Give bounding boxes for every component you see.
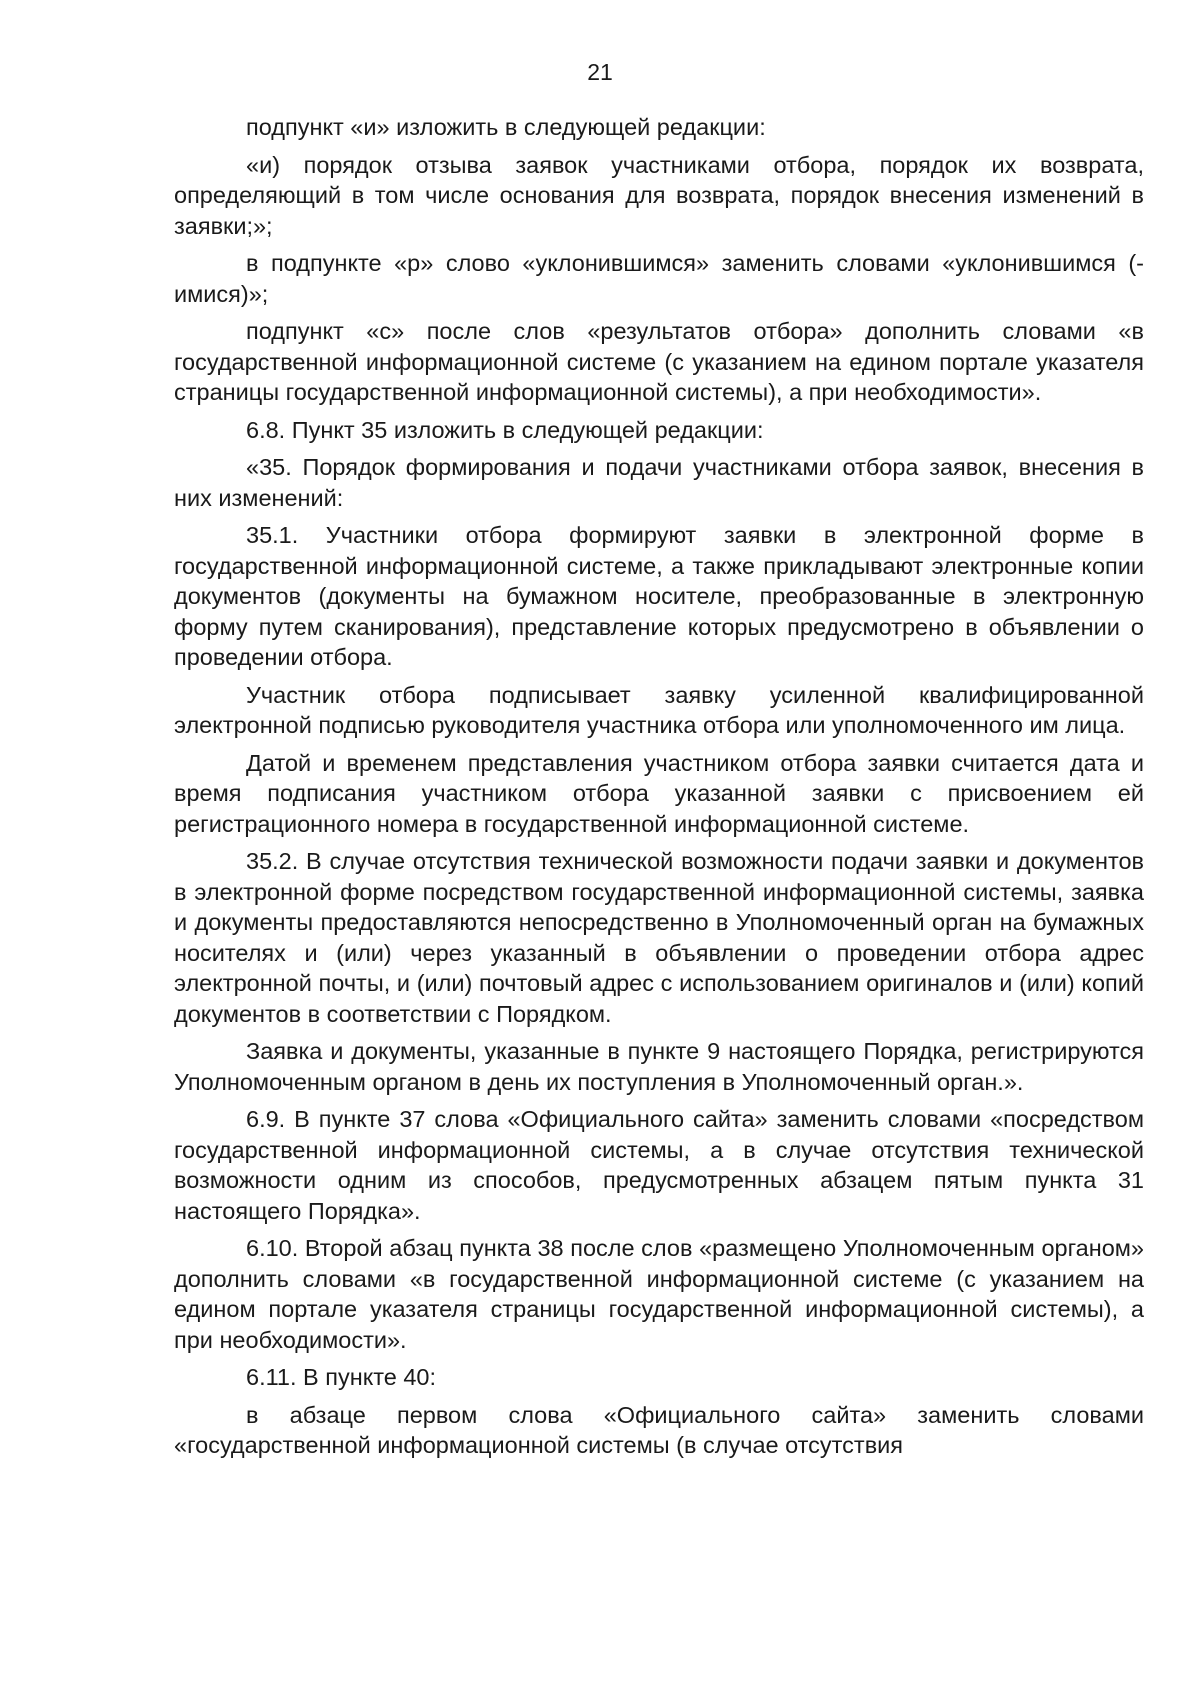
paragraph-4: подпункт «с» после слов «результатов отбора» дополнить словами «в государственной информационной системе (с указанием на едином портале указателя страницы государственной информационной системы), а при необходимости». — [174, 318, 1144, 405]
paragraph-5: 6.8. Пункт 35 изложить в следующей редакции: — [246, 416, 764, 443]
paragraph-14: 6.11. В пункте 40: — [246, 1364, 437, 1390]
paragraph-7: 35.1. Участники отбора формируют заявки в электронной форме в государственной информационной системе, а также прикладывают электронные копии документов (документы на бумажном носителе, преобразованные в электронную форму путем сканирования), представление которых предусмотрено в объявлении о проведении отбора. — [174, 522, 1144, 670]
paragraph-13: 6.10. Второй абзац пункта 38 после слов «размещено Уполномоченным органом» дополнить словами «в государственной информационной системе (с указанием на едином портале указателя страницы государственной информационной системы), а при необходимости». — [174, 1235, 1144, 1353]
paragraph-1: подпункт «и» изложить в следующей редакции: — [246, 114, 766, 140]
paragraph-3: в подпункте «р» слово «уклонившимся» заменить словами «уклонившимся (- имися)»; — [174, 250, 1144, 307]
paragraph-6: «35. Порядок формирования и подачи участниками отбора заявок, внесения в них изменений: — [174, 454, 1144, 511]
paragraph-2: «и) порядок отзыва заявок участниками отбора, порядок их возврата, определяющий в том числе основания для возврата, порядок внесения изменений в заявки;»; — [174, 151, 1144, 239]
paragraph-11: Заявка и документы, указанные в пункте 9 настоящего Порядка, регистрируются Уполномоченным органом в день их поступления в Уполномоченный орган.». — [174, 1038, 1144, 1095]
paragraph-9: Датой и временем представления участником отбора заявки считается дата и время подписания участником отбора указанной заявки с присвоением ей регистрационного номера в государственной информационной системе. — [174, 749, 1144, 837]
paragraph-15: в абзаце первом слова «Официального сайта» заменить словами «государственной информационной системы (в случае отсутствия — [174, 1401, 1144, 1458]
paragraph-8: Участник отбора подписывает заявку усиленной квалифицированной электронной подписью руководителя участника отбора или уполномоченного им лица. — [174, 681, 1144, 738]
document-body — [174, 112, 1144, 1468]
paragraph-10: 35.2. В случае отсутствия технической возможности подачи заявки и документов в электронной форме посредством государственной информационной системы, заявка и документы предоставляются непосредственно в Уполномоченный орган на бумажных носителях и (или) через указанный в объявлении о проведении отбора адрес электронной почты, и (или) почтовый адрес с использованием оригиналов и (или) копий документов в соответствии с Порядком. — [174, 848, 1144, 1027]
paragraph-12: 6.9. В пункте 37 слова «Официального сайта» заменить словами «посредством государственной информационной системы, а в случае отсутствия технической возможности одним из способов, предусмотренных абзацем пятым пункта 31 настоящего Порядка». — [174, 1106, 1144, 1224]
page-number: 21 — [587, 59, 613, 85]
